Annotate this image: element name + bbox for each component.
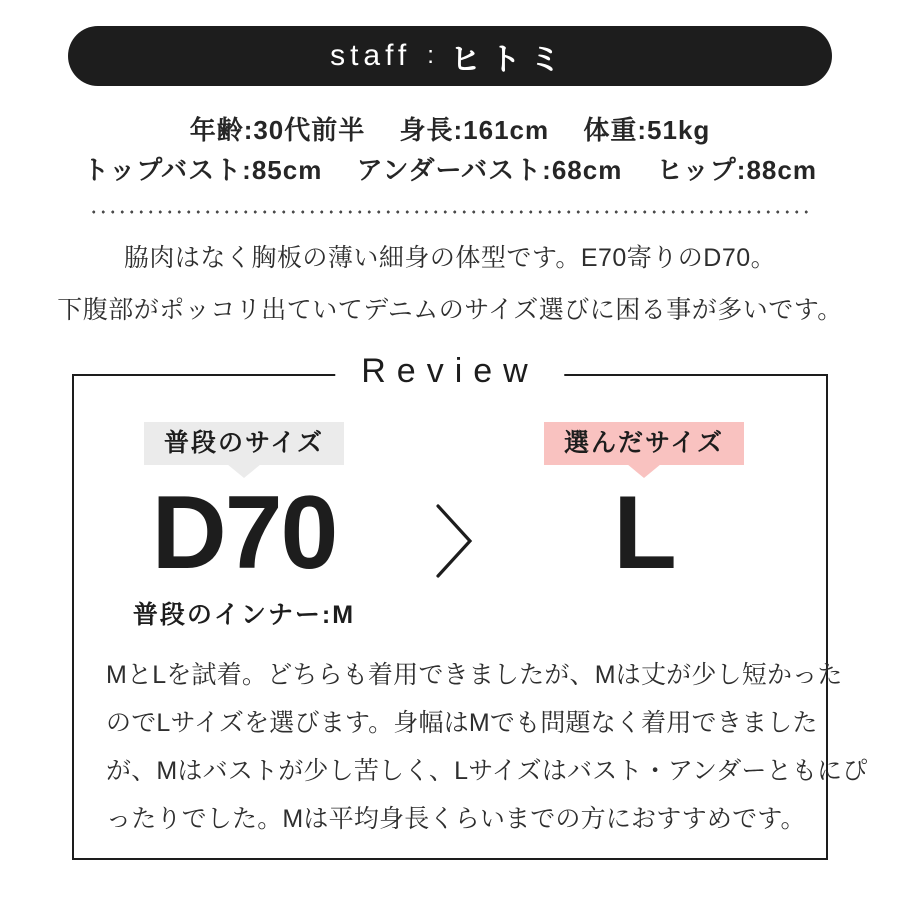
review-comment-line: のでLサイズを選びます。身幅はMでも問題なく着用できました [106, 708, 818, 737]
review-title: Review [335, 352, 564, 391]
stats-line-1 [0, 110, 900, 150]
size-comparison [74, 376, 826, 631]
review-comment-line: MとLを試着。どちらも着用できましたが、Mは丈が少し短かった [106, 660, 843, 689]
staff-separator: : [427, 42, 434, 69]
dotted-divider [89, 210, 811, 214]
stat-age: 年齢:30代前半 [189, 115, 366, 145]
profile-note-line-1: 脇肉はなく胸板の薄い細身の体型です。E70寄りのD70。 [123, 244, 777, 272]
stat-under-bust: アンダーバスト:68cm [356, 155, 623, 185]
usual-size-value: D70 [151, 474, 337, 591]
staff-name: ヒトミ [449, 41, 570, 77]
staff-banner [68, 26, 832, 86]
stat-weight: 体重:51kg [583, 115, 711, 145]
profile-note [0, 232, 900, 336]
usual-size-tag: 普段のサイズ [144, 422, 344, 465]
review-comment [74, 651, 868, 843]
chevron-right-icon [432, 502, 476, 580]
stats-line-2 [0, 150, 900, 190]
review-box [72, 352, 868, 860]
usual-inner-note: 普段のインナー:M [132, 600, 356, 629]
chosen-size-tag: 選んだサイズ [544, 422, 744, 465]
stat-height: 身長:161cm [399, 115, 550, 145]
staff-stats [0, 110, 900, 190]
stat-top-bust: トップバスト:85cm [83, 155, 323, 185]
stat-hip: ヒップ:88cm [656, 155, 817, 185]
chosen-size-value: L [613, 474, 675, 591]
review-comment-line: ったりでした。Mは平均身長くらいまでの方におすすめです。 [106, 804, 806, 833]
profile-note-line-2: 下腹部がポッコリ出ていてデニムのサイズ選びに困る事が多いです。 [57, 296, 843, 324]
review-comment-line: が、Mはバストが少し苦しく、Lサイズはバスト・アンダーともにぴ [106, 756, 868, 785]
staff-label: staff [330, 39, 412, 72]
chosen-size-column [514, 422, 774, 591]
usual-size-column [114, 422, 374, 631]
size-change-arrow [394, 502, 514, 580]
